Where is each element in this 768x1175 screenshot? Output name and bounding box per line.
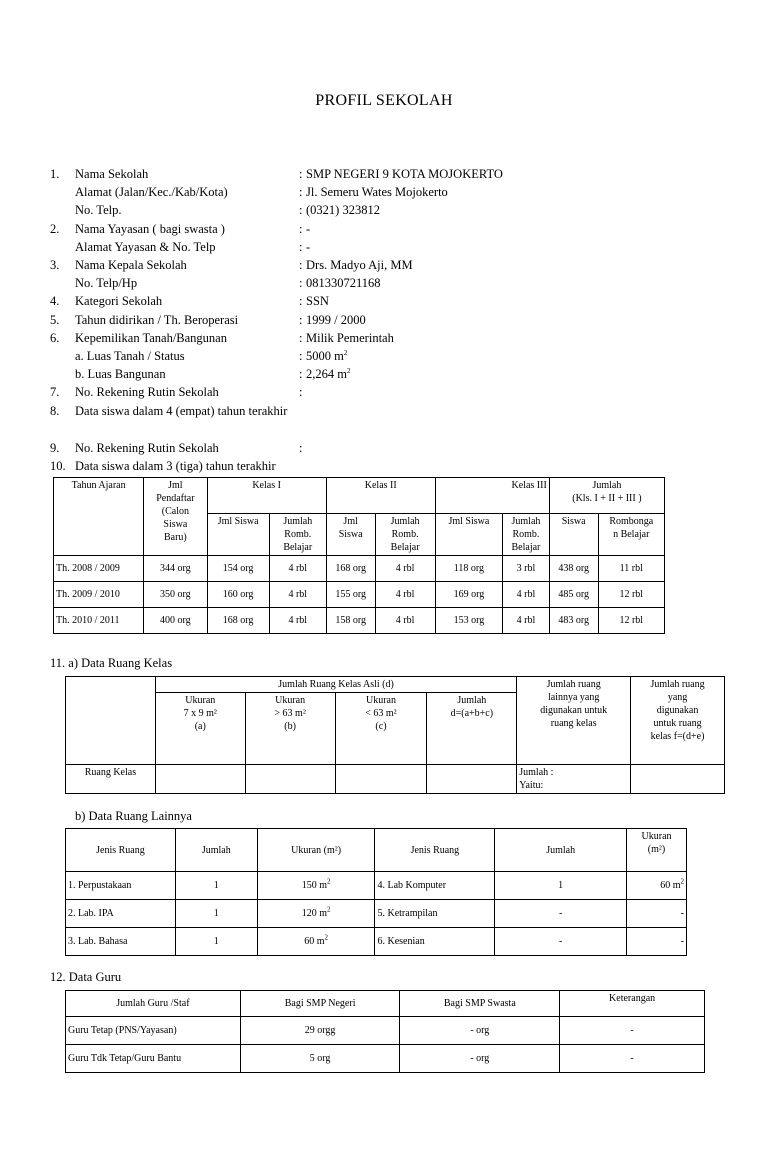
table-cell: 4 rbl [269, 556, 326, 582]
col-ukuran-c: Ukuran < 63 m² (c) [335, 693, 427, 765]
superscript: 2 [680, 877, 684, 886]
table-row [66, 1045, 705, 1073]
profile-item-number: 7. [50, 385, 60, 400]
profile-item-label: Alamat Yayasan & No. Telp [75, 239, 216, 254]
table-cell [495, 900, 627, 928]
profile-item-separator: : [299, 276, 303, 291]
cell-text: 2. Lab. IPA [68, 908, 114, 919]
table-cell: 160 org [207, 582, 269, 608]
item-9-label: No. Rekening Rutin Sekolah [75, 441, 219, 455]
table-cell: 155 org [326, 582, 375, 608]
col-tahun-ajaran: Tahun Ajaran [54, 478, 144, 556]
col-pendaftar: Jml Pendaftar (Calon Siswa Baru) [144, 478, 207, 556]
profile-item-label: Tahun didirikan / Th. Beroperasi [75, 312, 239, 327]
cell-text: 60 m [304, 936, 325, 947]
table-cell: Guru Tdk Tetap/Guru Bantu [66, 1045, 241, 1073]
cell-text: 150 m [301, 880, 327, 891]
col-jenis-ruang: Jenis Ruang [66, 829, 176, 872]
cell-text: 1 [558, 880, 564, 891]
col-jenis-ruang-2: Jenis Ruang [375, 829, 495, 872]
table-row [54, 556, 665, 582]
table-cell: 4 rbl [375, 556, 435, 582]
table-cell: 118 org [435, 556, 502, 582]
table-cell: 4 rbl [269, 582, 326, 608]
table-cell [257, 900, 375, 928]
col-jumlah-ruang-2: Jumlah [495, 829, 627, 872]
profile-item-number: 8. [50, 403, 60, 418]
profile-item-value: SMP NEGERI 9 KOTA MOJOKERTO [306, 167, 503, 181]
cell-text: 6. Kesenian [377, 936, 425, 947]
col-k3-rombel: Jumlah Romb. Belajar [503, 514, 550, 556]
table-cell [66, 900, 176, 928]
table-cell: 169 org [435, 582, 502, 608]
table-cell [375, 900, 495, 928]
profile-item-label: a. Luas Tanah / Status [75, 349, 185, 363]
ruang-kelas-row-label: Ruang Kelas [66, 765, 156, 794]
col-kelas-1: Kelas I [207, 478, 326, 514]
profile-item-separator: : [299, 367, 303, 382]
table-cell: 11 rbl [598, 556, 664, 582]
profile-item-value: 081330721168 [306, 276, 381, 291]
profile-item-separator: : [299, 312, 303, 327]
table-cell [257, 872, 375, 900]
table-cell: Th. 2010 / 2011 [54, 608, 144, 634]
item-11b-label: b) Data Ruang Lainnya [75, 809, 192, 823]
col-jumlah-d: Jumlah d=(a+b+c) [427, 693, 517, 765]
table-cell: 168 org [326, 556, 375, 582]
cell-text: - [680, 936, 684, 947]
col-ukuran-ruang: Ukuran (m²) [257, 829, 375, 872]
col-total-siswa: Siswa [549, 514, 598, 556]
table-cell: 4 rbl [269, 608, 326, 634]
table-cell: - org [400, 1017, 560, 1045]
table-cell: 5 org [240, 1045, 400, 1073]
ruang-kelas-table [65, 676, 725, 794]
table-cell: - [560, 1045, 705, 1073]
profile-item-label: Kepemilikan Tanah/Bangunan [75, 330, 227, 345]
profile-item-number: 6. [50, 330, 60, 345]
superscript: 2 [326, 905, 331, 914]
table-cell: 438 org [549, 556, 598, 582]
col-keterangan: Keterangan [560, 991, 705, 1017]
col-ruang-total: Jumlah ruang yang digunakan untuk ruang kelas f=(d+e) [631, 677, 725, 765]
table-cell: 3 rbl [503, 556, 550, 582]
profile-item-separator: : [299, 185, 303, 200]
table-row [66, 1017, 705, 1045]
table-cell [495, 872, 627, 900]
col-k3-siswa: Jml Siswa [435, 514, 502, 556]
table-cell: 4 rbl [375, 608, 435, 634]
cell-text: 1 [213, 880, 219, 891]
superscript: 2 [346, 367, 351, 376]
col-k1-rombel: Jumlah Romb. Belajar [269, 514, 326, 556]
table-cell: 29 orgg [240, 1017, 400, 1045]
superscript: 2 [343, 348, 348, 357]
table-row [66, 872, 687, 900]
table-cell [175, 928, 257, 956]
profile-item-number: 5. [50, 312, 60, 327]
profile-item-separator: : [299, 294, 303, 309]
table-cell: 153 org [435, 608, 502, 634]
col-k2-siswa: Jml Siswa [326, 514, 375, 556]
col-smp-negeri: Bagi SMP Negeri [240, 991, 400, 1017]
table-cell: 12 rbl [598, 608, 664, 634]
col-total-rombel: Rombonga n Belajar [598, 514, 664, 556]
profile-item-number: 4. [50, 294, 60, 309]
cell-text: 1 [213, 908, 219, 919]
cell-text: 1. Perpustakaan [68, 880, 132, 891]
col-k2-rombel: Jumlah Romb. Belajar [375, 514, 435, 556]
siswa-table [53, 477, 665, 634]
cell-text: - [680, 908, 684, 919]
table-cell: 168 org [207, 608, 269, 634]
col-jumlah-guru: Jumlah Guru /Staf [66, 991, 241, 1017]
table-cell [175, 872, 257, 900]
col-smp-swasta: Bagi SMP Swasta [400, 991, 560, 1017]
profile-item-value: SSN [306, 294, 329, 309]
table-cell: 154 org [207, 556, 269, 582]
profile-item-separator: : [299, 221, 303, 236]
profile-item-separator: : [299, 330, 303, 345]
col-kelas-3: Kelas III [435, 478, 549, 514]
table-cell [495, 928, 627, 956]
table-cell: 350 org [144, 582, 207, 608]
table-cell: Th. 2009 / 2010 [54, 582, 144, 608]
table-cell: 12 rbl [598, 582, 664, 608]
table-cell: 4 rbl [375, 582, 435, 608]
ruang-lainnya-table [65, 828, 687, 956]
profile-item-value: Jl. Semeru Wates Mojokerto [306, 185, 448, 200]
profile-item-separator: : [299, 385, 303, 400]
profile-item-label: Nama Sekolah [75, 167, 149, 181]
cell-text: - [558, 908, 563, 919]
item-11-label: 11. a) Data Ruang Kelas [50, 656, 173, 670]
table-cell: Th. 2008 / 2009 [54, 556, 144, 582]
cell-text: 60 m [660, 880, 681, 891]
col-k1-siswa: Jml Siswa [207, 514, 269, 556]
profile-item-value: Milik Pemerintah [306, 330, 394, 345]
table-row [66, 928, 687, 956]
col-ukuran-b: Ukuran > 63 m² (b) [245, 693, 335, 765]
table-cell [66, 872, 176, 900]
table-cell [375, 872, 495, 900]
table-cell [627, 872, 687, 900]
table-cell: Guru Tetap (PNS/Yayasan) [66, 1017, 241, 1045]
ruang-kelas-note: Jumlah : Yaitu: [517, 765, 631, 794]
table-cell [375, 928, 495, 956]
table-cell: 400 org [144, 608, 207, 634]
profile-item-label: No. Telp/Hp [75, 276, 138, 291]
item-9-separator: : [299, 441, 303, 455]
profile-item-number: 2. [50, 221, 60, 236]
table-row [66, 900, 687, 928]
table-cell [627, 928, 687, 956]
item-10-label: Data siswa dalam 3 (tiga) tahun terakhir [75, 459, 276, 473]
profile-item-number: 3. [50, 258, 60, 272]
profile-item-label: Alamat (Jalan/Kec./Kab/Kota) [75, 185, 228, 200]
table-row [54, 582, 665, 608]
table-cell: 344 org [144, 556, 207, 582]
item-9-number: 9. [50, 441, 60, 455]
table-cell: 4 rbl [503, 582, 550, 608]
profile-item-label: Data siswa dalam 4 (empat) tahun terakhir [75, 403, 288, 418]
col-jumlah-ruang: Jumlah [175, 829, 257, 872]
profile-item-label: Nama Yayasan ( bagi swasta ) [75, 221, 225, 236]
profile-item-separator: : [299, 239, 303, 254]
superscript: 2 [324, 933, 328, 942]
table-cell: - org [400, 1045, 560, 1073]
profile-item-label: No. Telp. [75, 203, 122, 218]
item-10-number: 10. [50, 459, 66, 473]
profile-item-separator: : [299, 203, 303, 218]
col-ukuran-a: Ukuran 7 x 9 m² (a) [155, 693, 245, 765]
page-title: PROFIL SEKOLAH [315, 92, 453, 109]
profile-item-value: - [306, 221, 311, 236]
cell-text: 3. Lab. Bahasa [68, 936, 128, 947]
table-row [54, 608, 665, 634]
profile-item-value: Drs. Madyo Aji, MM [306, 258, 413, 272]
table-cell: 158 org [326, 608, 375, 634]
profile-item-number: 1. [50, 167, 60, 181]
profile-item-label: Kategori Sekolah [75, 294, 163, 309]
profile-item-value: 1999 / 2000 [306, 312, 366, 327]
cell-text: 120 m [301, 908, 327, 919]
col-kelas-2: Kelas II [326, 478, 435, 514]
table-cell [627, 900, 687, 928]
profile-item-value: - [306, 239, 311, 254]
profile-item-separator: : [299, 167, 303, 181]
col-ukuran-ruang-2: Ukuran (m²) [627, 829, 687, 872]
item-12-label: 12. Data Guru [50, 970, 122, 984]
profile-item-separator: : [299, 349, 303, 363]
table-cell: 485 org [549, 582, 598, 608]
table-cell [257, 928, 375, 956]
cell-text: 1 [213, 936, 219, 947]
guru-table [65, 990, 705, 1073]
profile-item-label: b. Luas Bangunan [75, 367, 166, 382]
profile-item-label: Nama Kepala Sekolah [75, 258, 187, 272]
col-ruang-asli: Jumlah Ruang Kelas Asli (d) [155, 677, 516, 693]
profile-item-value: 2,264 m [306, 367, 347, 382]
col-ruang-lainnya: Jumlah ruang lainnya yang digunakan untuk ruang kelas [517, 677, 631, 765]
superscript: 2 [326, 877, 331, 886]
table-cell [66, 928, 176, 956]
table-cell: - [560, 1017, 705, 1045]
profile-item-value: (0321) 323812 [306, 203, 380, 218]
table-cell: 4 rbl [503, 608, 550, 634]
table-cell: 483 org [549, 608, 598, 634]
profile-item-value-group [306, 349, 347, 364]
cell-text: - [558, 936, 563, 947]
col-jumlah: Jumlah (Kls. I + II + III ) [549, 478, 664, 514]
profile-item-label: No. Rekening Rutin Sekolah [75, 385, 219, 400]
table-cell [175, 900, 257, 928]
profile-item-value: 5000 m [306, 349, 344, 363]
profile-item-separator: : [299, 258, 303, 272]
cell-text: 5. Ketrampilan [377, 908, 438, 919]
cell-text: 4. Lab Komputer [377, 880, 447, 891]
profile-item-value-group [306, 367, 350, 382]
